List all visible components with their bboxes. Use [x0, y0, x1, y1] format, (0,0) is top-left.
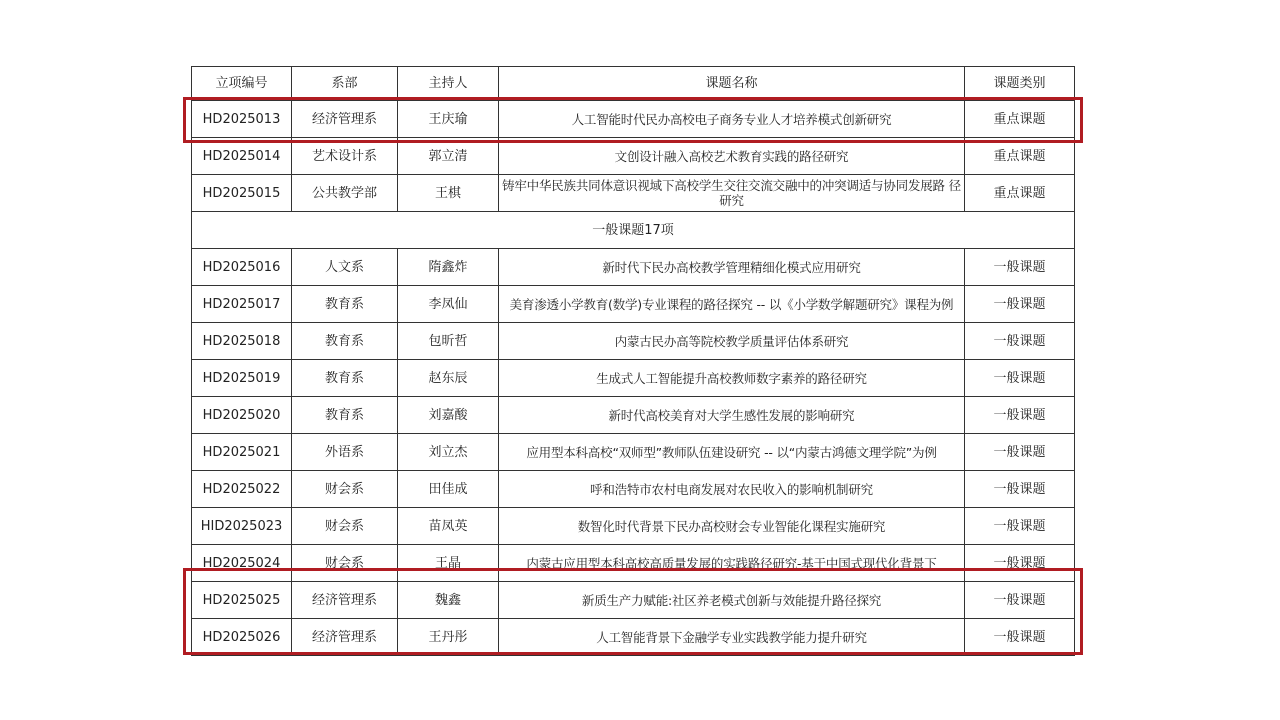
cell-dept: 教育系: [292, 397, 398, 434]
cell-host: 王丹彤: [398, 619, 499, 656]
cell-host: 刘嘉酸: [398, 397, 499, 434]
cell-title: 内蒙古民办高等院校教学质量评估体系研究: [499, 323, 965, 360]
cell-title: 新质生产力赋能:社区养老模式创新与效能提升路径探究: [499, 582, 965, 619]
cell-category: 一般课题: [965, 508, 1075, 545]
cell-dept: 教育系: [292, 360, 398, 397]
header-category: 课题类别: [965, 67, 1075, 101]
header-host: 主持人: [398, 67, 499, 101]
cell-dept: 公共教学部: [292, 175, 398, 212]
cell-host: 郭立清: [398, 138, 499, 175]
cell-host: 田佳成: [398, 471, 499, 508]
cell-dept: 人文系: [292, 249, 398, 286]
cell-category: 一般课题: [965, 619, 1075, 656]
section-row: [192, 212, 1075, 249]
cell-host: 刘立杰: [398, 434, 499, 471]
cell-dept: 教育系: [292, 323, 398, 360]
cell-code: HD2025014: [192, 138, 292, 175]
cell-dept: 经济管理系: [292, 619, 398, 656]
cell-code: HD2025026: [192, 619, 292, 656]
cell-code: HD2025024: [192, 545, 292, 582]
cell-host: 苗凤英: [398, 508, 499, 545]
cell-title: 铸牢中华民族共同体意识视域下高校学生交往交流交融中的冲突调适与协同发展路 径研究: [499, 175, 965, 212]
table-row: [192, 175, 1075, 212]
cell-title: 应用型本科高校“双师型”教师队伍建设研究 -- 以“内蒙古鸿德文理学院”为例: [499, 434, 965, 471]
cell-category: 一般课题: [965, 471, 1075, 508]
header-dept: 系部: [292, 67, 398, 101]
cell-code: HD2025018: [192, 323, 292, 360]
cell-dept: 外语系: [292, 434, 398, 471]
cell-title: 美育渗透小学教育(数学)专业课程的路径探究 -- 以《小学数学解题研究》课程为例: [499, 286, 965, 323]
cell-title: 数智化时代背景下民办高校财会专业智能化课程实施研究: [499, 508, 965, 545]
cell-title: 人工智能时代民办高校电子商务专业人才培养模式创新研究: [499, 101, 965, 138]
section-label: 一般课题17项: [192, 212, 1075, 249]
cell-host: 王棋: [398, 175, 499, 212]
cell-title: 生成式人工智能提升高校教师数字素养的路径研究: [499, 360, 965, 397]
table-row: [192, 434, 1075, 471]
cell-category: 重点课题: [965, 138, 1075, 175]
cell-dept: 财会系: [292, 545, 398, 582]
cell-category: 一般课题: [965, 582, 1075, 619]
table-row: [192, 323, 1075, 360]
table-row: [192, 138, 1075, 175]
table-row: [192, 101, 1075, 138]
cell-category: 一般课题: [965, 286, 1075, 323]
cell-title: 新时代下民办高校教学管理精细化模式应用研究: [499, 249, 965, 286]
cell-code: HD2025019: [192, 360, 292, 397]
cell-host: 赵东辰: [398, 360, 499, 397]
table-row: [192, 360, 1075, 397]
cell-dept: 财会系: [292, 508, 398, 545]
cell-code: HD2025013: [192, 101, 292, 138]
cell-code: HD2025022: [192, 471, 292, 508]
table-row: [192, 249, 1075, 286]
cell-category: 一般课题: [965, 545, 1075, 582]
cell-title: 文创设计融入高校艺术教育实践的路径研究: [499, 138, 965, 175]
cell-host: 王晶: [398, 545, 499, 582]
cell-title: 呼和浩特市农村电商发展对农民收入的影响机制研究: [499, 471, 965, 508]
cell-host: 李凤仙: [398, 286, 499, 323]
project-table: [191, 66, 1075, 656]
table-row: [192, 545, 1075, 582]
cell-dept: 经济管理系: [292, 582, 398, 619]
cell-category: 重点课题: [965, 101, 1075, 138]
table-row: [192, 582, 1075, 619]
cell-category: 一般课题: [965, 323, 1075, 360]
table-row: [192, 619, 1075, 656]
cell-title: 新时代高校美育对大学生感性发展的影响研究: [499, 397, 965, 434]
cell-category: 一般课题: [965, 434, 1075, 471]
cell-category: 重点课题: [965, 175, 1075, 212]
cell-dept: 艺术设计系: [292, 138, 398, 175]
cell-host: 王庆瑜: [398, 101, 499, 138]
header-title: 课题名称: [499, 67, 965, 101]
cell-category: 一般课题: [965, 397, 1075, 434]
cell-category: 一般课题: [965, 249, 1075, 286]
header-code: 立项编号: [192, 67, 292, 101]
cell-code: HD2025020: [192, 397, 292, 434]
table-row: [192, 508, 1075, 545]
cell-code: HD2025025: [192, 582, 292, 619]
cell-dept: 财会系: [292, 471, 398, 508]
cell-dept: 教育系: [292, 286, 398, 323]
cell-category: 一般课题: [965, 360, 1075, 397]
cell-host: 隋鑫炸: [398, 249, 499, 286]
cell-title: 人工智能背景下金融学专业实践教学能力提升研究: [499, 619, 965, 656]
cell-code: HD2025015: [192, 175, 292, 212]
cell-code: HD2025021: [192, 434, 292, 471]
table-row: [192, 286, 1075, 323]
cell-host: 包昕哲: [398, 323, 499, 360]
table-row: [192, 397, 1075, 434]
cell-host: 魏鑫: [398, 582, 499, 619]
cell-dept: 经济管理系: [292, 101, 398, 138]
table-row: [192, 471, 1075, 508]
cell-code: HID2025023: [192, 508, 292, 545]
table-header-row: [192, 67, 1075, 101]
cell-title: 内蒙古应用型本科高校高质量发展的实践路径研究-基于中国式现代化背景下: [499, 545, 965, 582]
cell-code: HD2025016: [192, 249, 292, 286]
cell-code: HD2025017: [192, 286, 292, 323]
